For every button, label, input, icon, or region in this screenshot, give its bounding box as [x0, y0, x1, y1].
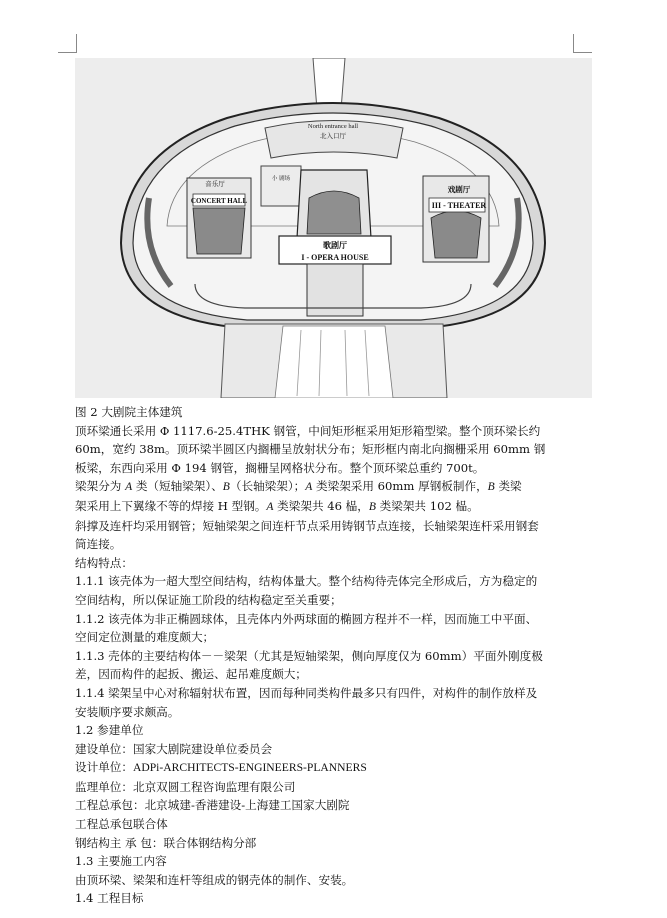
item-1-1-2-line2: 空间定位测量的难度颇大； [75, 630, 215, 645]
label-opera-cn: 歌剧厅 [323, 241, 347, 250]
builder-line: 建设单位：国家大剧院建设单位委员会 [75, 741, 273, 756]
class-a: A [266, 499, 274, 513]
item-1-1-4-line2: 安装顺序要求颇高。 [75, 704, 180, 719]
item-1-1-1-line1: 1.1.1 该壳体为一超大型空间结构，结构体量大。整个结构待壳体完全形成后，方为稳定的 [75, 574, 538, 589]
section-1-4-heading: 1.4 工程目标 [75, 891, 144, 906]
para2-line2 [75, 497, 587, 517]
item-1-1-2-line1: 1.1.2 该壳体为非正椭圆球体，且壳体内外两球面的椭圆方程并不一样，因而施工中平面、 [75, 611, 538, 626]
features-title: 结构特点： [75, 555, 133, 570]
item-1-1-3-line2: 差，因而构件的起扳、搬运、起吊难度颇大； [75, 667, 307, 682]
figure-caption: 图 2 大剧院主体建筑 [75, 405, 183, 419]
para2-text: 类（短轴梁架）、 [132, 479, 223, 494]
label-north-hall-cn: 北入口厅 [320, 132, 346, 140]
para2-text: 梁架分为 [75, 479, 126, 494]
construction-content: 由顶环梁、梁架和连杆等组成的钢壳体的制作、安装。 [75, 872, 354, 887]
para1-line2: 60m，宽约 38m。顶环梁半圆区内搁栅呈放射状分布；矩形框内南北向搁栅采用 60mm 钢 [75, 442, 546, 457]
para3-line2: 筒连接。 [75, 537, 122, 552]
para2-line1 [75, 477, 587, 497]
crop-mark-top-left [58, 34, 77, 53]
steel-contractor-line: 钢结构主 承 包：联合体钢结构分部 [75, 835, 257, 850]
para1-line1: 顶环梁通长采用 Φ 1117.6-25.4THK 钢管，中间矩形框采用矩形箱型梁。整个顶环梁长约 [75, 423, 541, 438]
class-a: A [305, 480, 313, 494]
label-theater-cn: 戏剧厅 [447, 185, 471, 194]
contractor-line: 工程总承包：北京城建-香港建设-上海建工国家大剧院 [75, 798, 350, 813]
designer-value: ADPi-ARCHITECTS-ENGINEERS-PLANNERS [132, 761, 367, 775]
supervisor-line: 监理单位：北京双圆工程咨询监理有限公司 [75, 779, 296, 794]
class-a: A [125, 480, 133, 494]
para2-text: 类梁 [494, 479, 522, 494]
item-1-1-4-line1: 1.1.4 梁架呈中心对称辐射状布置，因而每种同类构件最多只有四件，对构件的制作放样及 [75, 685, 538, 700]
label-opera-en: I - OPERA HOUSE [301, 253, 369, 262]
para2-text: （长轴梁架）； [229, 479, 306, 494]
para2-text: 类梁架共 46 榀， [273, 498, 369, 513]
para2-text: 架采用上下翼缘不等的焊接 H 型钢。 [75, 498, 267, 513]
label-theater-en: III - THEATER [431, 201, 487, 210]
item-1-1-3-line1: 1.1.3 壳体的主要结构体－－梁架（尤其是短轴梁架，侧向厚度仅为 60mm）平面外刚度极 [75, 648, 543, 663]
section-1-3-heading: 1.3 主要施工内容 [75, 854, 167, 869]
designer-label: 设计单位： [75, 760, 133, 775]
opera-house-floor-plan [75, 58, 592, 398]
label-small-hall: 小 剧场 [271, 176, 291, 182]
para3-line1: 斜撑及连杆均采用钢管；短轴梁架之间连杆节点采用铸钢节点连接，长轴梁架连杆采用钢套 [75, 518, 539, 533]
class-b: B [222, 480, 230, 494]
para2-text: 类梁架采用 60mm 厚钢板制作， [312, 479, 488, 494]
class-b: B [368, 499, 376, 513]
para1-line3: 板梁，东西向采用 Φ 194 钢管，搁栅呈网格状分布。整个顶环梁总重约 700t。 [75, 460, 485, 475]
contractor-line2: 工程总承包联合体 [75, 817, 168, 832]
floor-plan-drawing [75, 58, 592, 398]
class-b: B [487, 480, 495, 494]
document-body [75, 403, 587, 908]
label-north-hall-en: North entrance hall [307, 123, 359, 130]
designer-line [75, 758, 587, 778]
crop-mark-top-right [573, 34, 592, 53]
label-concert-cn: 音乐厅 [205, 180, 225, 188]
label-concert-en: CONCERT HALL [190, 197, 248, 205]
para2-text: 类梁架共 102 榀。 [375, 498, 479, 513]
section-1-2-heading: 1.2 参建单位 [75, 723, 144, 738]
item-1-1-1-line2: 空间结构，所以保证施工阶段的结构稳定至关重要； [75, 592, 342, 607]
